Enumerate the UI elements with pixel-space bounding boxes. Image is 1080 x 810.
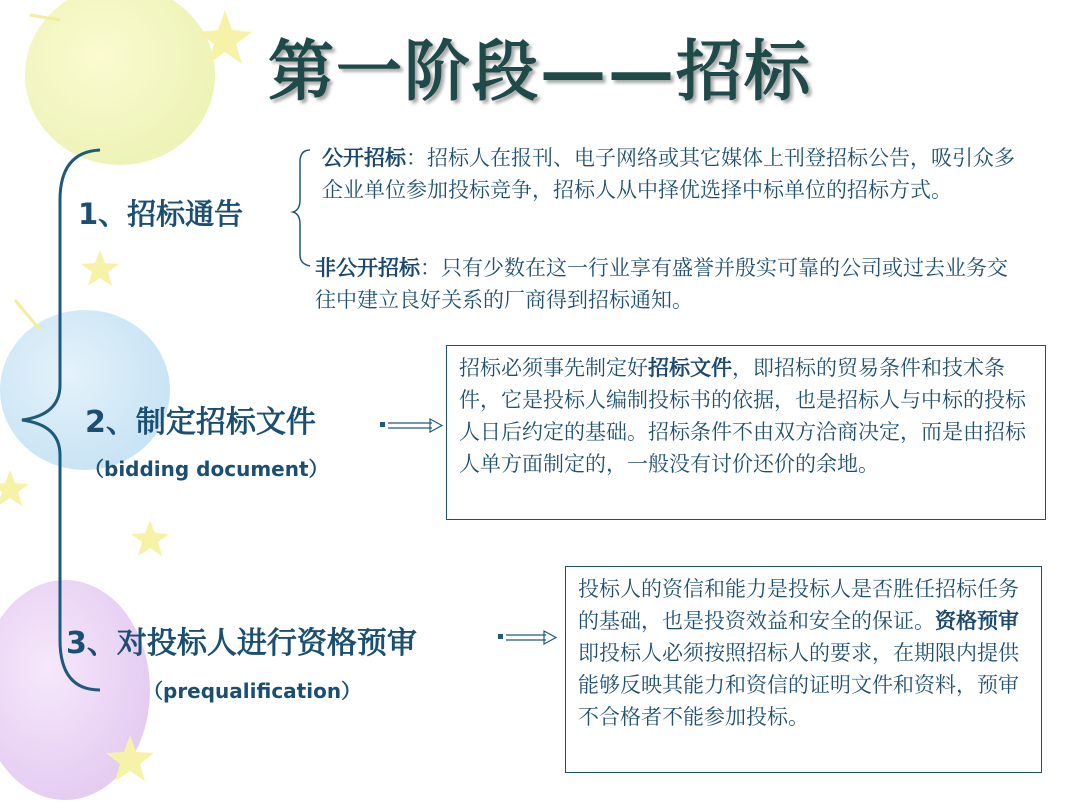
prequalification-term: 资格预审 [935,609,1019,633]
open-tender-desc: ：招标人在报刊、电子网络或其它媒体上刊登招标公告，吸引众多企业单位参加投标竞争，招标人从中择优选择中标单位的招标方式。 [322,146,1015,202]
closed-tender-text [315,252,1027,316]
closed-tender-label: 非公开招标 [315,256,420,280]
bidding-document-term: 招标文件 [648,356,732,380]
section2-heading: 2、制定招标文件 [85,405,316,440]
section1-heading: 1、招标通告 [78,197,244,231]
prequalification-text-post: 即投标人必须按照招标人的要求，在期限内提供能够反映其能力和资信的证明文件和资料，预审不合格者不能参加投标。 [578,641,1019,729]
bidding-document-text-post: ，即招标的贸易条件和技术条件，它是投标人编制投标书的依据，也是招标人与中标的投标人日后约定的基础。招标条件不由双方洽商决定，而是由招标人单方面制定的，一般没有讨价还价的余地。 [459,356,1026,476]
section3-subtitle: （prequalification） [143,679,362,703]
open-tender-text [322,142,1032,206]
section2-subtitle: （bidding document） [84,457,329,481]
page-title: 第一阶段——招标 [268,32,812,110]
prequalification-text-pre: 投标人的资信和能力是投标人是否胜任招标任务的基础，也是投资效益和安全的保证。 [578,577,1019,633]
open-tender-label: 公开招标 [322,146,406,170]
sub-brace [293,150,310,266]
arrow-icon [498,631,556,644]
closed-tender-desc: ：只有少数在这一行业享有盛誉并殷实可靠的公司或过去业务交往中建立良好关系的厂商得到招标通知。 [315,256,1008,312]
bidding-document-text-pre: 招标必须事先制定好 [459,356,648,380]
bidding-document-box [446,345,1046,520]
section3-heading: 3、对投标人进行资格预审 [66,626,417,661]
prequalification-box [565,566,1042,773]
arrow-icon [380,419,442,432]
